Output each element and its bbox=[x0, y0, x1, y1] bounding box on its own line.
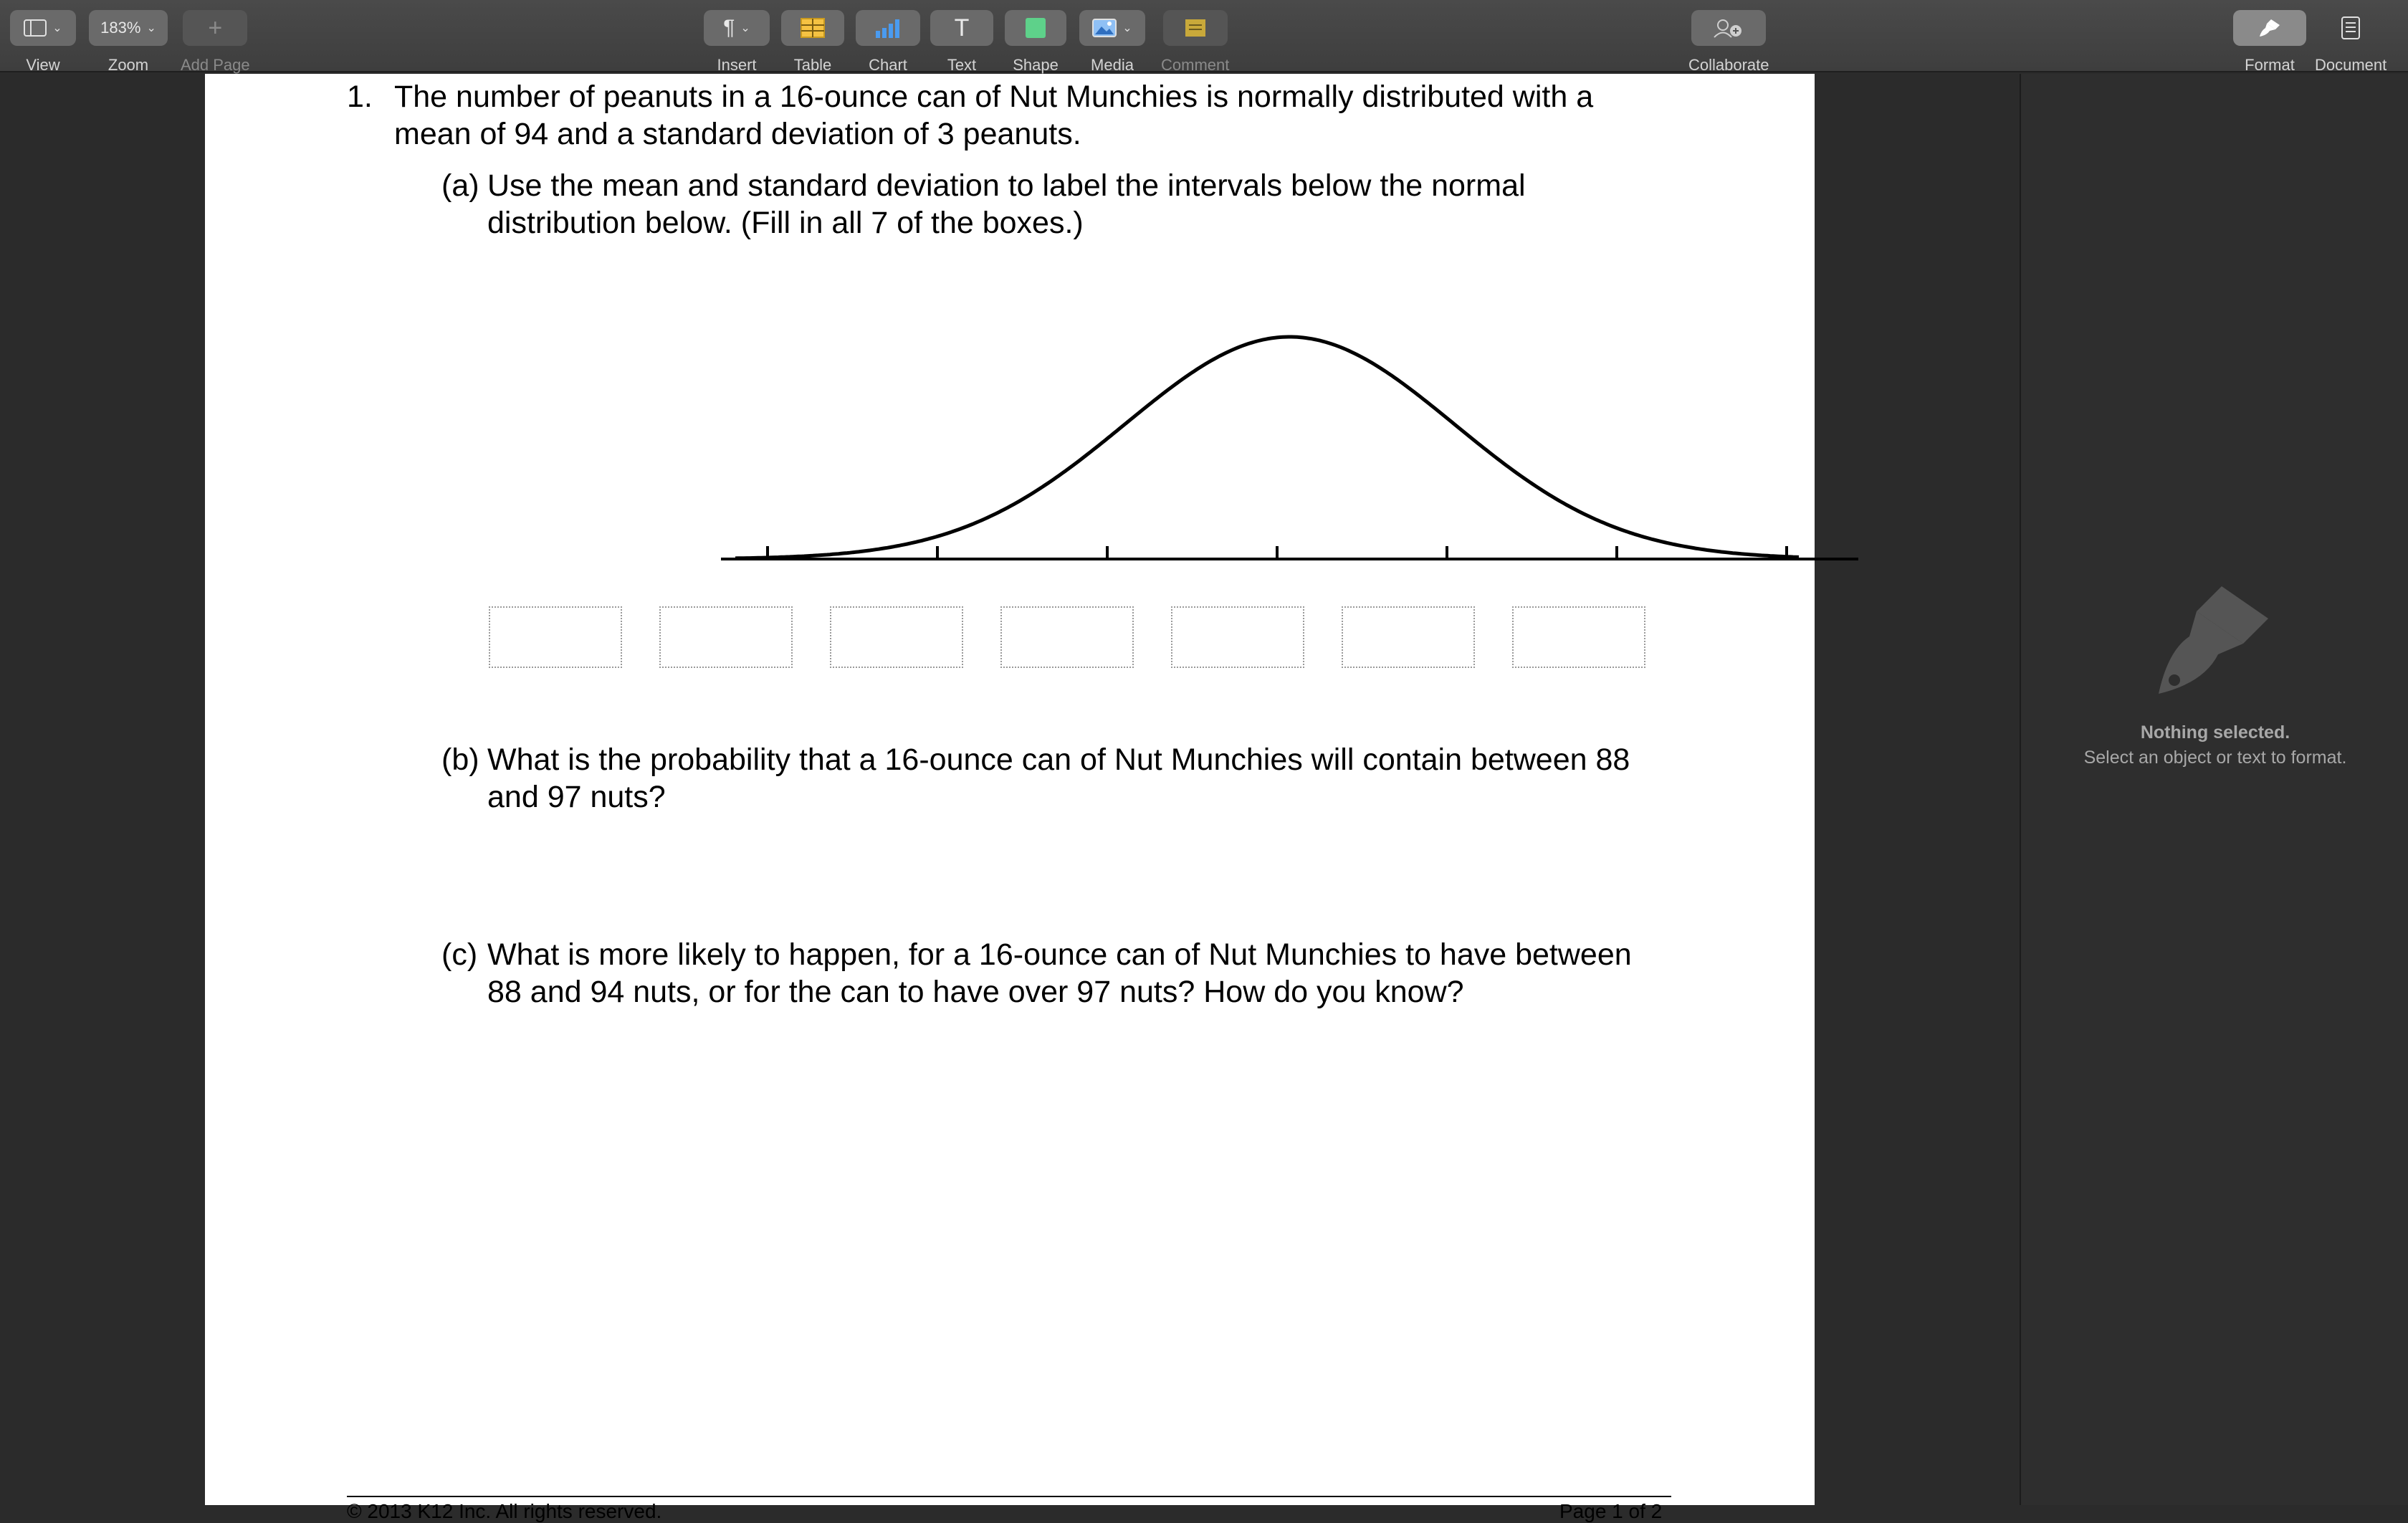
footer-rule bbox=[347, 1496, 1671, 1497]
text-icon: T bbox=[954, 14, 970, 42]
normal-curve-figure bbox=[492, 249, 1875, 765]
chevron-down-icon: ⌄ bbox=[1122, 22, 1132, 34]
table-button[interactable] bbox=[781, 10, 844, 46]
comment-button[interactable] bbox=[1163, 10, 1228, 46]
zoom-select[interactable] bbox=[89, 10, 168, 46]
answer-box[interactable] bbox=[1171, 606, 1304, 668]
part-b-line-2: and 97 nuts? bbox=[487, 780, 666, 814]
table-icon bbox=[801, 18, 825, 38]
document-label: Document bbox=[2315, 56, 2387, 74]
part-c-marker: (c) bbox=[441, 937, 478, 972]
shape-button[interactable] bbox=[1005, 10, 1066, 46]
paintbrush-icon bbox=[2258, 18, 2281, 38]
format-label: Format bbox=[2245, 56, 2295, 74]
insert-label: Insert bbox=[717, 56, 757, 74]
zoom-label: Zoom bbox=[108, 56, 149, 74]
comment-icon bbox=[1185, 19, 1206, 37]
part-b-line-1: What is the probability that a 16-ounce can of Nut Munchies will contain between 88 bbox=[487, 743, 1630, 777]
view-label: View bbox=[26, 56, 60, 74]
nothing-selected-subtitle: Select an object or text to format. bbox=[2083, 748, 2347, 768]
insert-tool[interactable] bbox=[704, 10, 770, 75]
part-b-marker: (b) bbox=[441, 743, 479, 777]
nothing-selected-title: Nothing selected. bbox=[2140, 722, 2290, 743]
add-page-tool[interactable] bbox=[181, 10, 250, 75]
answer-box[interactable] bbox=[659, 606, 793, 668]
question-number: 1. bbox=[347, 80, 373, 114]
bell-curve bbox=[735, 337, 1799, 558]
comment-label: Comment bbox=[1161, 56, 1230, 74]
add-page-label: Add Page bbox=[181, 56, 250, 74]
chevron-down-icon: ⌄ bbox=[146, 22, 156, 34]
footer-page-number: Page 1 of 2 bbox=[1559, 1500, 1663, 1522]
sidebar-layout-icon bbox=[24, 19, 47, 37]
chart-label: Chart bbox=[869, 56, 907, 74]
format-sidebar bbox=[2020, 74, 2408, 1505]
document-button[interactable] bbox=[2316, 10, 2386, 46]
square-shape-icon bbox=[1025, 17, 1046, 39]
answer-box[interactable] bbox=[1000, 606, 1134, 668]
insert-button[interactable] bbox=[704, 10, 770, 46]
view-button[interactable] bbox=[10, 10, 76, 46]
document-icon bbox=[2341, 16, 2360, 39]
question-1-line-1: The number of peanuts in a 16-ounce can of Nut Munchies is normally distributed with a bbox=[394, 80, 1594, 114]
view-tool[interactable] bbox=[10, 10, 76, 75]
shape-tool[interactable] bbox=[1005, 10, 1066, 75]
chevron-down-icon: ⌄ bbox=[740, 22, 750, 34]
comment-tool[interactable] bbox=[1161, 10, 1229, 75]
part-a-line-2: distribution below. (Fill in all 7 of the boxes.) bbox=[487, 206, 1084, 240]
answer-box[interactable] bbox=[1512, 606, 1645, 668]
collaborate-label: Collaborate bbox=[1688, 56, 1769, 74]
collaborate-button[interactable] bbox=[1691, 10, 1766, 46]
chart-button[interactable] bbox=[856, 10, 920, 46]
part-a-line-1: Use the mean and standard deviation to label the intervals below the normal bbox=[487, 168, 1526, 203]
document-page[interactable] bbox=[205, 74, 1815, 1522]
answer-box[interactable] bbox=[830, 606, 963, 668]
part-a-marker: (a) bbox=[441, 168, 479, 203]
media-button[interactable] bbox=[1079, 10, 1145, 46]
text-tool[interactable] bbox=[930, 10, 993, 75]
collaborate-tool[interactable] bbox=[1688, 10, 1769, 75]
chart-tool[interactable] bbox=[856, 10, 920, 75]
paragraph-icon: ¶ bbox=[723, 16, 735, 39]
part-c-line-1: What is more likely to happen, for a 16-ounce can of Nut Munchies to have between bbox=[487, 937, 1632, 972]
format-tool[interactable] bbox=[2233, 10, 2306, 75]
part-c-line-2: 88 and 94 nuts, or for the can to have over 97 nuts? How do you know? bbox=[487, 975, 1464, 1009]
media-tool[interactable] bbox=[1079, 10, 1145, 75]
table-label: Table bbox=[793, 56, 832, 74]
media-label: Media bbox=[1091, 56, 1134, 74]
add-page-button[interactable] bbox=[183, 10, 247, 46]
image-icon bbox=[1092, 19, 1117, 37]
curve-ticks bbox=[768, 546, 1787, 559]
shape-label: Shape bbox=[1013, 56, 1059, 74]
table-tool[interactable] bbox=[781, 10, 844, 75]
footer-copyright: © 2013 K12 Inc. All rights reserved. bbox=[347, 1500, 662, 1522]
toolbar bbox=[0, 0, 2408, 72]
zoom-value: 183% bbox=[100, 19, 141, 37]
answer-box[interactable] bbox=[489, 606, 622, 668]
collaborate-icon bbox=[1713, 18, 1744, 38]
bar-chart-icon bbox=[874, 18, 902, 38]
format-button[interactable] bbox=[2233, 10, 2306, 46]
text-label: Text bbox=[947, 56, 977, 74]
zoom-tool[interactable] bbox=[89, 10, 168, 75]
chevron-down-icon: ⌄ bbox=[52, 22, 62, 34]
question-1-line-2: mean of 94 and a standard deviation of 3 peanuts. bbox=[394, 117, 1081, 151]
answer-box[interactable] bbox=[1342, 606, 1475, 668]
document-tool[interactable] bbox=[2315, 10, 2386, 75]
text-button[interactable] bbox=[930, 10, 993, 46]
plus-icon: + bbox=[208, 14, 223, 42]
paintbrush-icon bbox=[2150, 576, 2279, 705]
document-canvas[interactable] bbox=[0, 74, 2020, 1522]
